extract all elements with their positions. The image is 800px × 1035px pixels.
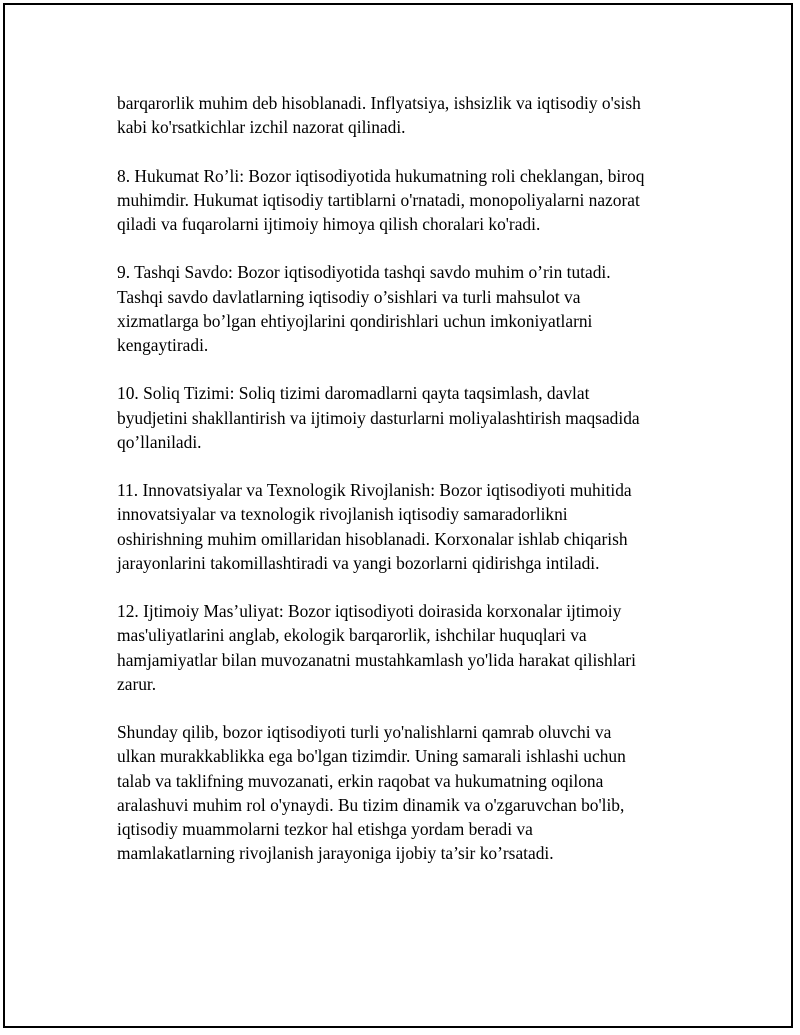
text-line: ulkan murakkablikka ega bo'lgan tizimdir. Uning samarali ishlashi uchun xyxy=(117,746,626,767)
text-line: zarur. xyxy=(117,673,157,694)
text-line: kabi ko'rsatkichlar izchil nazorat qilinadi. xyxy=(117,117,406,138)
text-line: oshirishning muhim omillaridan hisoblanadi. Korxonalar ishlab chiqarish xyxy=(117,528,628,549)
text-line: 8. Hukumat Ro’li: Bozor iqtisodiyotida hukumatning roli cheklangan, biroq xyxy=(117,165,645,186)
text-line: byudjetini shakllantirish va ijtimoiy dasturlarni moliyalashtirish maqsadida xyxy=(117,407,640,428)
text-line: xizmatlarga bo’lgan ehtiyojlarini qondirishlari uchun imkoniyatlarni xyxy=(117,310,593,331)
text-line: 11. Innovatsiyalar va Texnologik Rivojlanish: Bozor iqtisodiyoti muhitida xyxy=(117,480,632,501)
text-line: iqtisodiy muammolarni tezkor hal etishga yordam beradi va xyxy=(117,819,533,839)
text-line: qiladi va fuqarolarni ijtimoiy himoya qilish choralari ko'radi. xyxy=(117,214,541,234)
paragraph-social-responsibility xyxy=(117,599,697,696)
text-line: aralashuvi muhim rol o'ynaydi. Bu tizim dinamik va o'zgaruvchan bo'lib, xyxy=(117,794,625,815)
text-line: innovatsiyalar va texnologik rivojlanish iqtisodiy samaradorlikni xyxy=(117,504,568,525)
text-line: barqarorlik muhim deb hisoblanadi. Inflyatsiya, ishsizlik va iqtisodiy o'sish xyxy=(117,93,641,113)
text-line: qo’llaniladi. xyxy=(117,431,202,452)
text-line: mas'uliyatlarini anglab, ekologik barqarorlik, ishchilar huquqlari va xyxy=(117,625,587,646)
paragraph-innovation xyxy=(117,478,697,575)
document-body xyxy=(117,91,697,865)
text-line: kengaytiradi. xyxy=(117,335,209,355)
text-line: 9. Tashqi Savdo: Bozor iqtisodiyotida tashqi savdo muhim o’rin tutadi. xyxy=(117,262,611,283)
paragraph-foreign-trade xyxy=(117,260,697,357)
paragraph-government-role xyxy=(117,164,697,237)
paragraph-tax-system xyxy=(117,381,697,454)
text-line: 12. Ijtimoiy Mas’uliyat: Bozor iqtisodiyoti doirasida korxonalar ijtimoiy xyxy=(117,601,622,622)
text-line: talab va taklifning muvozanati, erkin raqobat va hukumatning oqilona xyxy=(117,770,604,791)
text-line: 10. Soliq Tizimi: Soliq tizimi daromadlarni qayta taqsimlash, davlat xyxy=(117,383,590,404)
paragraph-continuation xyxy=(117,91,697,139)
paragraph-conclusion xyxy=(117,720,697,865)
text-line: mamlakatlarning rivojlanish jarayoniga ijobiy ta’sir ko’rsatadi. xyxy=(117,843,554,864)
text-line: jarayonlarini takomillashtiradi va yangi bozorlarni qidirishga intiladi. xyxy=(117,552,600,573)
text-line: Tashqi savdo davlatlarning iqtisodiy o’sishlari va turli mahsulot va xyxy=(117,286,581,307)
text-line: Shunday qilib, bozor iqtisodiyoti turli yo'nalishlarni qamrab oluvchi va xyxy=(117,722,612,743)
text-line: hamjamiyatlar bilan muvozanatni mustahkamlash yo'lida harakat qilishlari xyxy=(117,649,636,670)
text-line: muhimdir. Hukumat iqtisodiy tartiblarni o'rnatadi, monopoliyalarni nazorat xyxy=(117,189,640,210)
